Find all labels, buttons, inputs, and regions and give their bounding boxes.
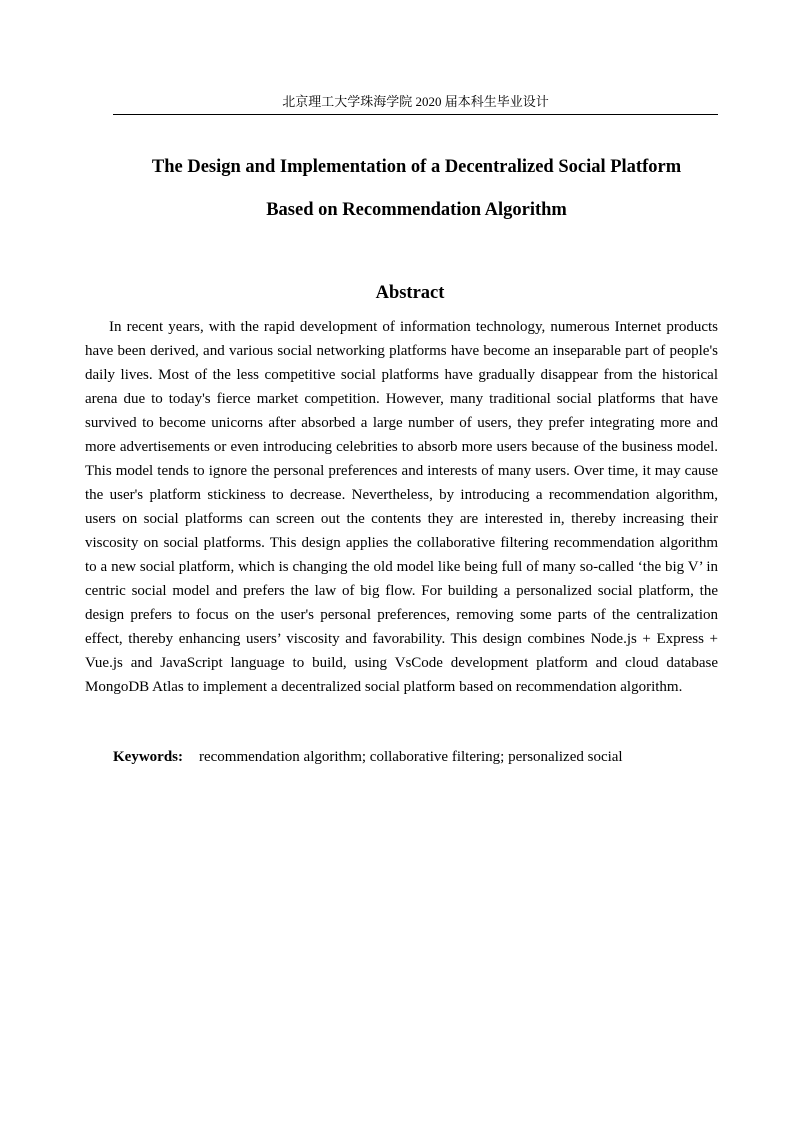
keywords-label: Keywords: xyxy=(113,749,183,765)
running-header xyxy=(113,92,718,115)
abstract-heading: Abstract xyxy=(375,283,445,303)
paper-title-line-1: The Design and Implementation of a Decentralized Social Platform xyxy=(151,157,682,177)
running-header-text: 北京理工大学珠海学院 2020 届本科生毕业设计 xyxy=(282,94,549,109)
abstract-body: In recent years, with the rapid development of information technology, numerous Internet products have been derived, and various social networking platforms have become an inseparable part of people's daily lives. Most of the less competitive social platforms have gradually disappear from the historical arena due to today's fierce market competition. However, many traditional social platforms that have survived to become unicorns after absorbed a large number of users, they prefer integrating more and more advertisements or even introducing celebrities to absorb more users because of the business model. This model tends to ignore the personal preferences and interests of many users. Over time, it may cause the user's platform stickiness to decrease. Nevertheless, by introducing a recommendation algorithm, users on social platforms can screen out the contents they are interested in, thereby increasing their viscosity on social platforms. This design applies the collaborative filtering recommendation algorithm to a new social platform, which is changing the old model like being full of many so-called ‘the big V’ in centric social model and prefers the law of big flow. For building a personalized social platform, the design prefers to focus on the user's personal preferences, removing some parts of the centralization effect, thereby enhancing users’ viscosity and favorability. This design combines Node.js + Express + Vue.js and JavaScript language to build, using VsCode development platform and cloud database MongoDB Atlas to implement a decentralized social platform based on recommendation algorithm. xyxy=(85,319,718,695)
keywords-line xyxy=(113,745,713,769)
paper-title-line-2: Based on Recommendation Algorithm xyxy=(266,200,567,220)
keywords-value: recommendation algorithm; collaborative filtering; personalized social xyxy=(199,749,623,765)
